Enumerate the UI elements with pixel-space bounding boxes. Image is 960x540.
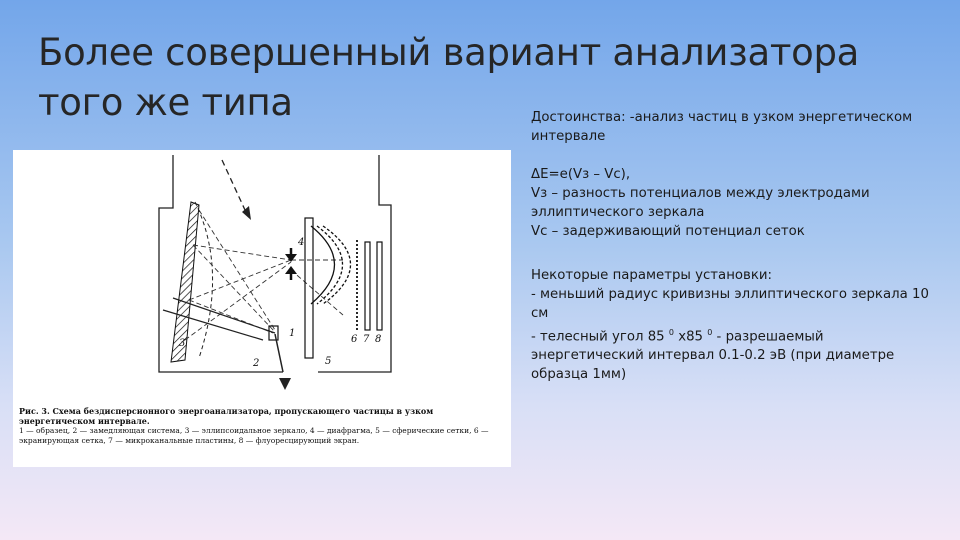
label-6: 6	[351, 334, 358, 345]
advantages-text: Достоинства: -анализ частиц в узком энергетическом интервале	[531, 110, 913, 144]
formula-text: ΔE=e(Vз – Vc),	[531, 167, 631, 182]
fluorescent-screen-8	[377, 242, 382, 330]
figure-caption	[19, 406, 507, 445]
label-7: 7	[363, 334, 370, 345]
degree-sup-1: 0	[668, 328, 674, 337]
label-2: 2	[253, 358, 260, 369]
label-8: 8	[375, 334, 382, 345]
label-3: 3	[179, 338, 186, 349]
label-5: 5	[325, 356, 332, 367]
param-mirror-radius: - меньший радиус кривизны эллиптического зеркала 10 см	[531, 287, 929, 321]
slide-title-line-1: Более совершенный вариант анализатора	[38, 31, 860, 74]
degree-sup-2: 0	[707, 328, 713, 337]
param-solid-angle-b: x85	[673, 329, 708, 345]
microchannel-plates-7	[365, 242, 370, 330]
label-1: 1	[289, 328, 296, 339]
vc-definition: Vc – задерживающий потенциал сеток	[531, 224, 805, 239]
param-solid-angle-c: - разрешаемый энергетический интервал 0.1-0.2 эВ (при диаметре образца 1мм)	[531, 329, 895, 383]
incoming-beam	[222, 160, 245, 210]
analyzer-schematic-drawing	[13, 150, 511, 410]
slide-title-line-2: того же типа	[38, 81, 293, 124]
param-solid-angle-a: - телесный угол 85	[531, 329, 669, 345]
params-heading: Некоторые параметры установки:	[531, 268, 773, 283]
vz-definition: Vз – разность потенциалов между электродами эллиптического зеркала	[531, 186, 870, 220]
param-solid-angle	[531, 323, 931, 384]
figure-caption-title: Рис. 3. Схема бездисперсионного энергоанализатора, пропускающего частицы в узком энергетическом интервале.	[19, 406, 434, 426]
label-4: 4	[298, 237, 305, 248]
figure-caption-legend: 1 — образец, 2 — замедляющая система, 3 — эллипсоидальное зеркало, 4 — диафрагма, 5 — сферические сетки, 6 — экранирующая сетка, 7 — микроканальные пластины, 8 — флуоресцирующий экран.	[19, 426, 489, 445]
slide-body-text	[531, 108, 931, 384]
analyzer-schematic-figure	[13, 150, 511, 467]
